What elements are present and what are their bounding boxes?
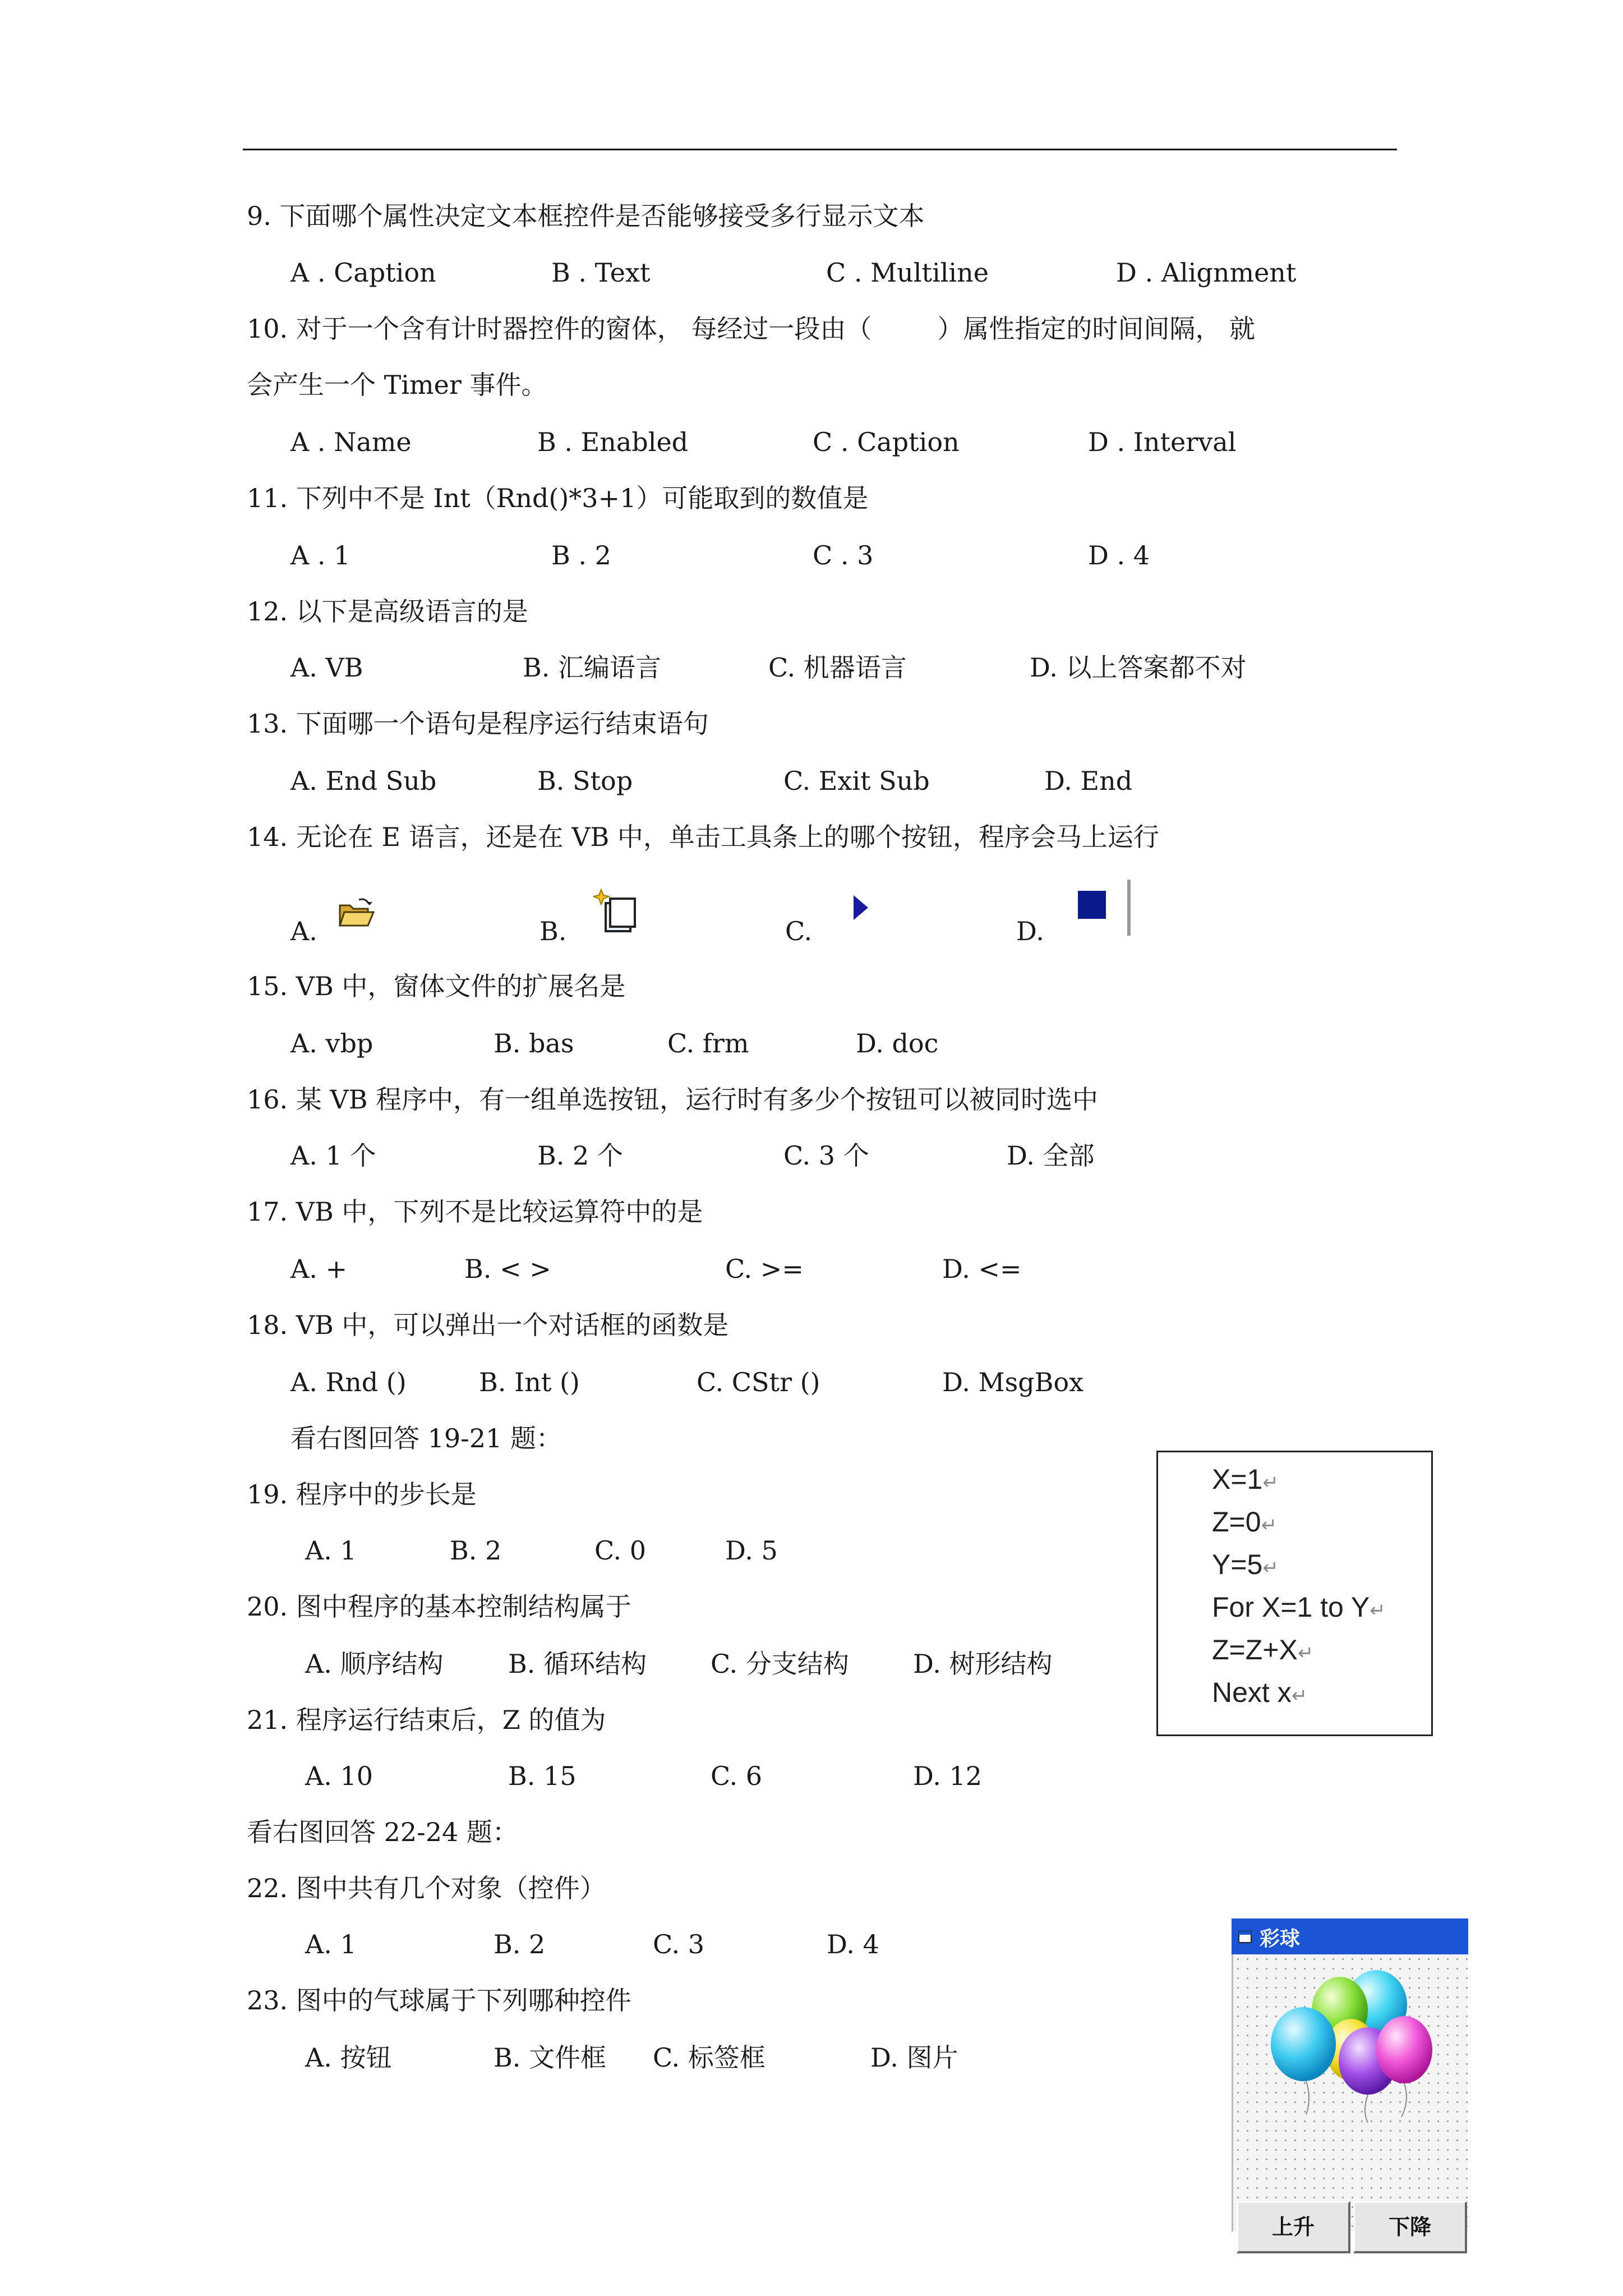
question-18: 18. VB 中，可以弹出一个对话框的函数是 bbox=[247, 1310, 729, 1340]
header-rule bbox=[243, 149, 1397, 150]
question-19: 19. 程序中的步长是 bbox=[247, 1479, 477, 1510]
question-17: 17. VB 中，下列不是比较运算符中的是 bbox=[247, 1197, 703, 1227]
question-10-cont: 会产生一个 Timer 事件。 bbox=[247, 370, 547, 400]
q15-option-a: A. vbp bbox=[291, 1028, 374, 1059]
q11-option-c: C . 3 bbox=[813, 540, 874, 570]
code-line: Z=Z+X↵ bbox=[1212, 1634, 1314, 1665]
q14-option-b: B. bbox=[540, 916, 567, 946]
q12-option-d: D. 以上答案都不对 bbox=[1030, 652, 1247, 683]
q16-option-a: A. 1 个 bbox=[291, 1140, 376, 1171]
q13-option-b: B. Stop bbox=[537, 766, 633, 796]
q23-option-b: B. 文件框 bbox=[494, 2042, 607, 2073]
q10-option-b: B . Enabled bbox=[537, 427, 689, 457]
q9-option-a: A . Caption bbox=[291, 257, 436, 288]
question-23: 23. 图中的气球属于下列哪种控件 bbox=[247, 1985, 631, 2016]
form-body bbox=[1232, 1954, 1468, 2239]
rise-button[interactable]: 上升 bbox=[1237, 2201, 1350, 2253]
q10-option-c: C . Caption bbox=[813, 427, 960, 457]
q11-option-b: B . 2 bbox=[551, 540, 611, 570]
q22-option-c: C. 3 bbox=[653, 1929, 705, 1959]
question-20: 20. 图中程序的基本控制结构属于 bbox=[247, 1591, 631, 1622]
q17-option-d: D. <= bbox=[942, 1254, 1022, 1284]
question-9: 9. 下面哪个属性决定文本框控件是否能够接受多行显示文本 bbox=[247, 201, 925, 231]
q22-option-a: A. 1 bbox=[305, 1929, 357, 1959]
q18-option-c: C. CStr () bbox=[697, 1367, 820, 1397]
code-line: Z=0↵ bbox=[1212, 1506, 1278, 1538]
q12-option-b: B. 汇编语言 bbox=[523, 652, 662, 683]
form-title: 彩球 bbox=[1260, 1927, 1301, 1950]
q13-option-a: A. End Sub bbox=[291, 766, 437, 796]
q9-option-c: C . Multiline bbox=[826, 257, 989, 288]
q15-option-b: B. bas bbox=[494, 1028, 574, 1059]
q16-option-d: D. 全部 bbox=[1007, 1140, 1095, 1171]
q22-option-d: D. 4 bbox=[827, 1929, 879, 1959]
form-title-bar bbox=[1232, 1918, 1468, 1954]
q13-option-c: C. Exit Sub bbox=[783, 766, 930, 796]
question-13: 13. 下面哪一个语句是程序运行结束语句 bbox=[247, 708, 709, 739]
code-line: Y=5↵ bbox=[1212, 1549, 1279, 1580]
section-intro-22-24: 看右图回答 22-24 题： bbox=[247, 1817, 518, 1847]
q14-option-d: D. bbox=[1016, 916, 1044, 946]
q11-option-d: D . 4 bbox=[1088, 540, 1150, 570]
q15-option-d: D. doc bbox=[856, 1028, 939, 1059]
q16-option-c: C. 3 个 bbox=[783, 1140, 869, 1171]
q12-option-a: A. VB bbox=[291, 652, 363, 683]
q21-option-c: C. 6 bbox=[711, 1761, 763, 1791]
q9-option-b: B . Text bbox=[551, 257, 651, 288]
q9-option-d: D . Alignment bbox=[1116, 257, 1297, 288]
q11-option-a: A . 1 bbox=[291, 540, 351, 570]
q12-option-c: C. 机器语言 bbox=[768, 652, 907, 683]
q16-option-b: B. 2 个 bbox=[537, 1140, 623, 1171]
section-intro-19-21: 看右图回答 19-21 题： bbox=[291, 1423, 562, 1453]
run-start-icon bbox=[850, 891, 873, 924]
new-project-icon bbox=[593, 886, 644, 937]
fall-button[interactable]: 下降 bbox=[1353, 2201, 1467, 2253]
code-line: Next x↵ bbox=[1212, 1677, 1308, 1708]
question-21: 21. 程序运行结束后，Z 的值为 bbox=[247, 1705, 606, 1735]
q21-option-b: B. 15 bbox=[508, 1761, 577, 1791]
code-line: X=1↵ bbox=[1212, 1464, 1279, 1495]
q23-option-d: D. 图片 bbox=[870, 2042, 958, 2073]
stop-end-icon bbox=[1072, 880, 1134, 936]
q13-option-d: D. End bbox=[1044, 766, 1133, 796]
vb-form-window bbox=[1232, 1918, 1468, 2239]
q17-option-c: C. >= bbox=[725, 1254, 804, 1284]
q14-option-c: C. bbox=[785, 916, 813, 946]
q18-option-b: B. Int () bbox=[479, 1367, 580, 1397]
question-14: 14. 无论在 E 语言，还是在 VB 中，单击工具条上的哪个按钮，程序会马上运行 bbox=[247, 822, 1159, 852]
q15-option-c: C. frm bbox=[667, 1028, 749, 1059]
q23-option-a: A. 按钮 bbox=[305, 2042, 392, 2073]
q21-option-d: D. 12 bbox=[913, 1761, 983, 1791]
question-10: 10. 对于一个含有计时器控件的窗体， 每经过一段由（ ）属性指定的时间间隔， 就 bbox=[247, 314, 1256, 344]
q20-option-d: D. 树形结构 bbox=[913, 1649, 1053, 1679]
code-listing-box bbox=[1156, 1451, 1433, 1736]
q19-option-a: A. 1 bbox=[305, 1535, 357, 1566]
q23-option-c: C. 标签框 bbox=[653, 2042, 766, 2073]
q21-option-a: A. 10 bbox=[305, 1761, 373, 1791]
form-window-icon bbox=[1237, 1929, 1254, 1945]
q14-option-a: A. bbox=[291, 916, 317, 946]
q19-option-d: D. 5 bbox=[725, 1535, 778, 1566]
question-15: 15. VB 中，窗体文件的扩展名是 bbox=[247, 971, 626, 1001]
q20-option-a: A. 顺序结构 bbox=[305, 1649, 444, 1679]
code-line: For X=1 to Y↵ bbox=[1212, 1591, 1386, 1623]
q17-option-b: B. < > bbox=[464, 1254, 551, 1284]
q22-option-b: B. 2 bbox=[494, 1929, 546, 1959]
q19-option-b: B. 2 bbox=[450, 1535, 502, 1566]
q19-option-c: C. 0 bbox=[594, 1535, 647, 1566]
q17-option-a: A. + bbox=[291, 1254, 348, 1284]
q18-option-d: D. MsgBox bbox=[942, 1367, 1084, 1397]
question-22: 22. 图中共有几个对象（控件） bbox=[247, 1873, 606, 1903]
q10-option-d: D . Interval bbox=[1088, 427, 1237, 457]
balloons-image bbox=[1256, 1966, 1446, 2128]
q18-option-a: A. Rnd () bbox=[291, 1367, 407, 1397]
open-folder-icon bbox=[336, 896, 376, 930]
question-16: 16. 某 VB 程序中，有一组单选按钮，运行时有多少个按钮可以被同时选中 bbox=[247, 1084, 1099, 1115]
q20-option-b: B. 循环结构 bbox=[508, 1649, 647, 1679]
question-12: 12. 以下是高级语言的是 bbox=[247, 596, 528, 627]
q10-option-a: A . Name bbox=[291, 427, 412, 457]
question-11: 11. 下列中不是 Int（Rnd()*3+1）可能取到的数值是 bbox=[247, 483, 869, 513]
q20-option-c: C. 分支结构 bbox=[711, 1649, 849, 1679]
